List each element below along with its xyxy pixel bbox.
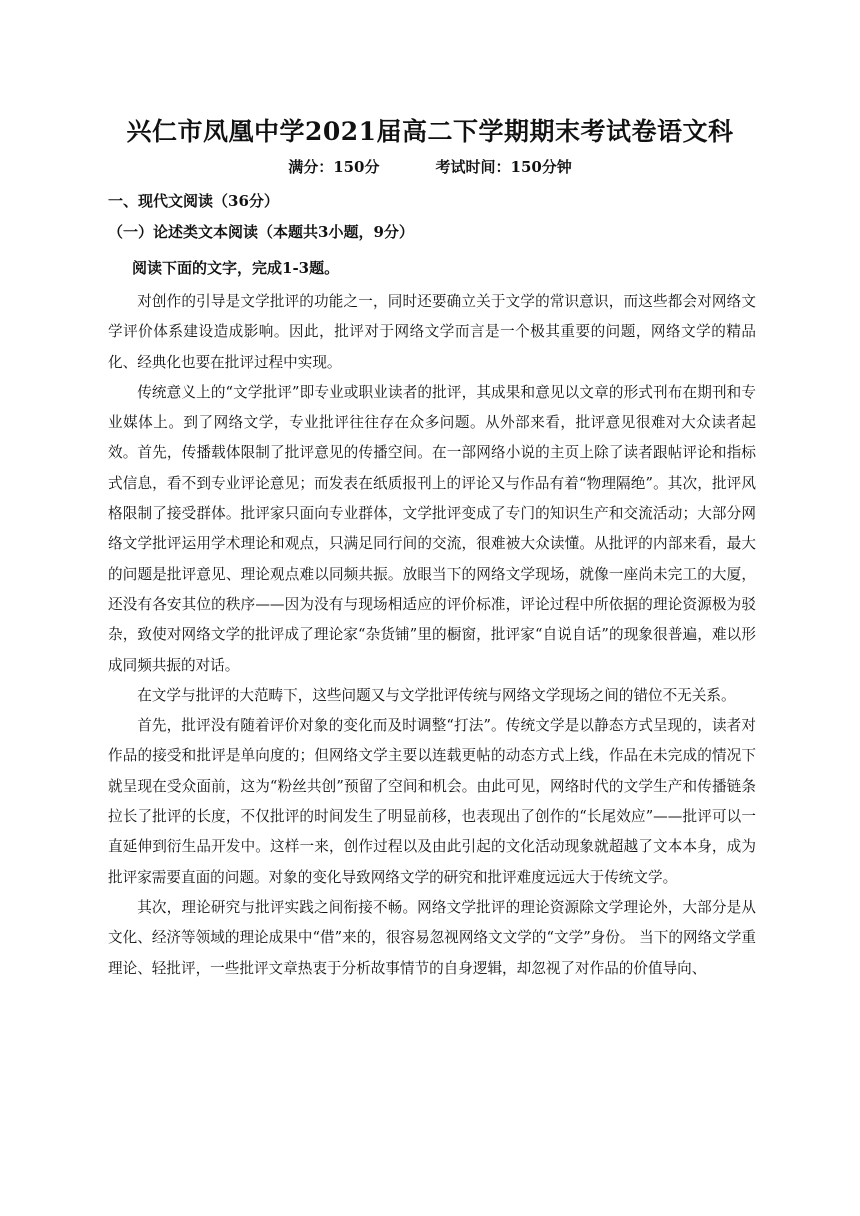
reading-instruction: 阅读下面的文字，完成1-3题。 (132, 259, 340, 277)
paragraph: 传统意义上的“文学批评”即专业或职业读者的批评，其成果和意见以文章的形式刊布在期刊和专业媒体上。到了网络文学，专业批评往往存在众多问题。从外部来看，批评意见很难对大众读者起效。首先，传播载体限制了批评意见的传播空间。在一部网络小说的主页上除了读者跟帖评论和指标式信息，看不到专业评论意见；而发表在纸质报刊上的评论又与作品有着“物理隔绝”。其次，批评风格限制了接受群体。批评家只面向专业群体，文学批评变成了专门的知识生产和交流活动；大部分网络文学批评运用学术理论和观点，只满足同行间的交流，很难被大众读懂。从批评的内部来看，最大的问题是批评意见、理论观点难以同频共振。放眼当下的网络文学现场，就像一座尚未完工的大厦，还没有各安其位的秩序——因为没有与现场相适应的评价标准，评论过程中所依据的理论资源极为驳杂，致使对网络文学的批评成了理论家“杂货铺”里的橱窗，批评家“自说自话”的现象很普遍，难以形成同频共振的对话。 (108, 383, 756, 674)
paragraph: 其次，理论研究与批评实践之间衔接不畅。网络文学批评的理论资源除文学理论外，大部分是从文化、经济等领域的理论成果中“借”来的，很容易忽视网络文文学的“文学”身份。 当下的网络文学重理论、轻批评，一些批评文章热衷于分析故事情节的自身逻辑，却忽视了对作品的价值导向、 (108, 898, 756, 977)
paragraph: 首先，批评没有随着评价对象的变化而及时调整“打法”。传统文学是以静态方式呈现的，读者对作品的接受和批评是单向度的；但网络文学主要以连载更帖的动态方式上线，作品在未完成的情况下就呈现在受众面前，这为“粉丝共创”预留了空间和机会。由此可见，网络时代的文学生产和传播链条拉长了批评的长度，不仅批评的时间发生了明显前移，也表现出了创作的“长尾效应”——批评可以一直延伸到衍生品开发中。这样一来，创作过程以及由此引起的文化活动现象就超越了文本本身，成为批评家需要直面的问题。对象的变化导致网络文学的研究和批评难度远远大于传统文学。 (108, 717, 756, 886)
paragraph: 在文学与批评的大范畴下，这些问题又与文学批评传统与网络文学现场之间的错位不无关系。 (137, 686, 736, 704)
document-title: 兴仁市凤凰中学2021届高二下学期期末考试卷语文科 (126, 117, 734, 146)
exam-meta (0, 156, 860, 177)
full-score: 满分：150分 (288, 158, 380, 176)
section-heading: 一、现代文阅读（36分） (108, 192, 279, 210)
passage-body (108, 287, 756, 984)
subsection-heading: （一）论述类文本阅读（本题共3小题，9分） (108, 223, 414, 241)
exam-time: 考试时间：150分钟 (435, 158, 572, 176)
paragraph: 对创作的引导是文学批评的功能之一，同时还要确立关于文学的常识意识，而这些都会对网络文学评价体系建设造成影响。因此，批评对于网络文学而言是一个极其重要的问题，网络文学的精品化、经典化也要在批评过程中实现。 (108, 293, 756, 371)
